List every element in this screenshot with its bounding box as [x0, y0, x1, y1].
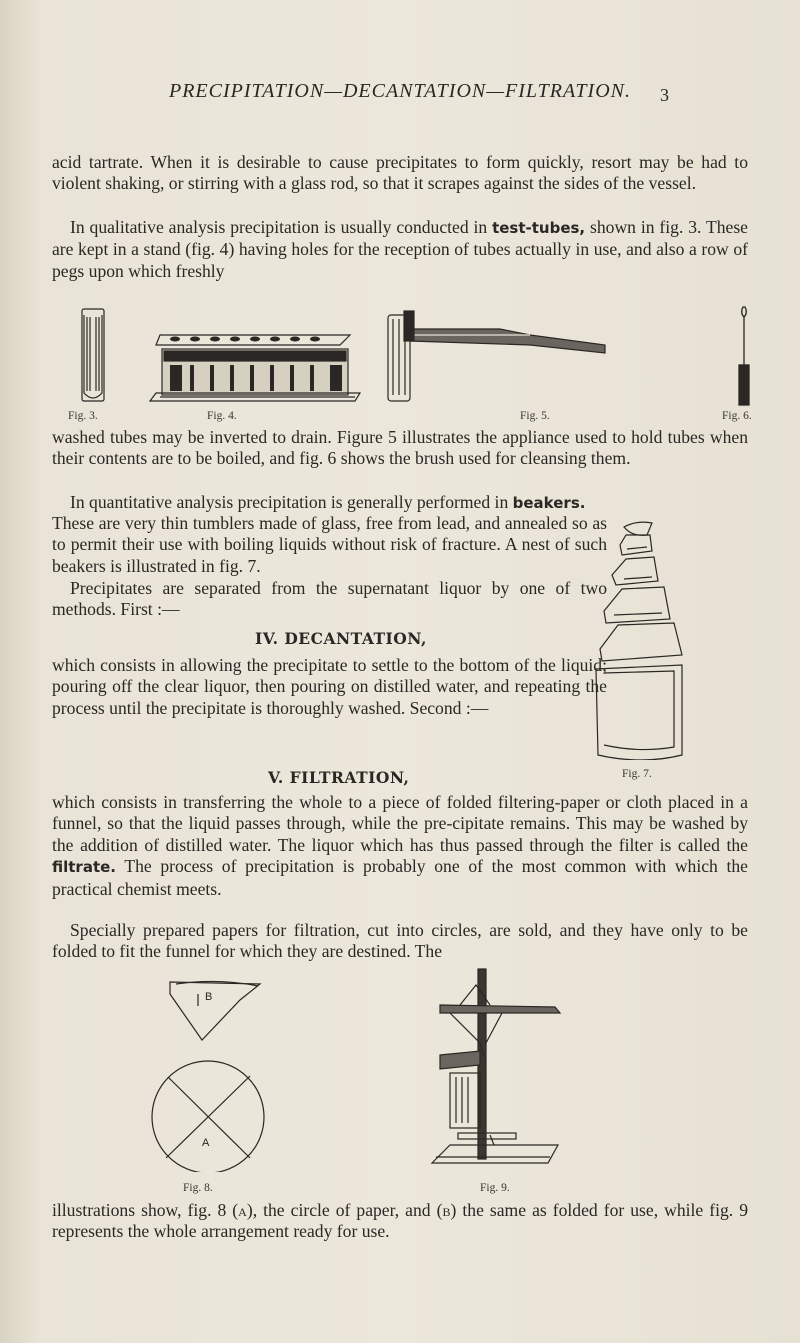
caption-fig-9: Fig. 9.: [480, 1182, 510, 1194]
test-tube-illustration: [82, 309, 104, 401]
caption-fig-7: Fig. 7.: [622, 768, 652, 780]
heading-decantation: IV. DECANTATION,: [255, 629, 427, 648]
paragraph-7: which consists in allowing the precipitate to settle to the bottom of the liquid; pouring off the clear liquor, then pouring on distilled water, and repeating the process until the precipitate is thoroughly washed. Second :—: [52, 655, 607, 718]
caption-fig-4: Fig. 4.: [207, 410, 237, 422]
caption-fig-3: Fig. 3.: [68, 410, 98, 422]
term-filtrate: filtrate.: [52, 858, 116, 877]
tube-brush-illustration: [739, 307, 749, 405]
fig8-label-a: A: [202, 1137, 210, 1149]
tube-holder-illustration: [388, 311, 605, 401]
test-tube-stand-illustration: [150, 335, 360, 401]
filtration-arrangement-illustration: [420, 965, 570, 1190]
caption-fig-8: Fig. 8.: [183, 1182, 213, 1194]
paragraph-5: These are very thin tumblers made of glass, free from lead, and annealed so as to permit their use with boiling liquids without risk of fracture. A nest of such beakers is illustrated in fig. 7.: [52, 513, 607, 576]
page-number: 3: [660, 85, 669, 105]
heading-filtration: V. FILTRATION,: [268, 768, 410, 787]
paragraph-3: washed tubes may be inverted to drain. Figure 5 illustrates the appliance used to hold tubes when their contents are to be boiled, and fig. 6 shows the brush used for cleansing them.: [52, 427, 748, 469]
paragraph-10: illustrations show, fig. 8 (a), the circle of paper, and (b) the same as folded for use, while fig. 9 represents the whole arrangement ready for use.: [52, 1200, 748, 1242]
paragraph-9: Specially prepared papers for filtration, cut into circles, are sold, and they have only to be folded to fit the funnel for which they are destined. The: [52, 920, 748, 962]
caption-fig-5: Fig. 5.: [520, 410, 550, 422]
paragraph-2: In qualitative analysis precipitation is usually conducted in test-tubes, shown in fig. 3. These are kept in a stand (fig. 4) having holes for the reception of tubes actually in use, and also a row of pegs upon which freshly: [52, 217, 748, 281]
paragraph-1: acid tartrate. When it is desirable to cause precipitates to form quickly, resort may be had to violent shaking, or stirring with a glass rod, so that it scrapes against the sides of the vessel.: [52, 152, 748, 194]
filter-paper-illustration: [140, 972, 280, 1172]
paragraph-6: Precipitates are separated from the supernatant liquor by one of two methods. First :—: [52, 578, 607, 620]
term-beakers: beakers.: [512, 494, 586, 512]
caption-fig-6: Fig. 6.: [722, 410, 752, 422]
term-test-tubes: test-tubes,: [492, 219, 586, 237]
figures-3-to-6: [60, 305, 750, 415]
running-title: PRECIPITATION—DECANTATION—FILTRATION.: [169, 80, 631, 102]
nested-beakers-illustration: [592, 515, 692, 760]
paragraph-8: which consists in transferring the whole to a piece of folded filtering-paper or cloth placed in a funnel, so that the liquid passes through, while the pre-cipitate remains. This may be washed by the addition of distilled water. The liquor which has thus passed through the filter is called the filtrate. The process of precipitation is probably one of the most common with which the practical chemist meets.: [52, 792, 748, 899]
fig8-label-b: B: [205, 991, 213, 1003]
paragraph-4: In quantitative analysis precipitation is generally performed in beakers.: [70, 492, 586, 512]
